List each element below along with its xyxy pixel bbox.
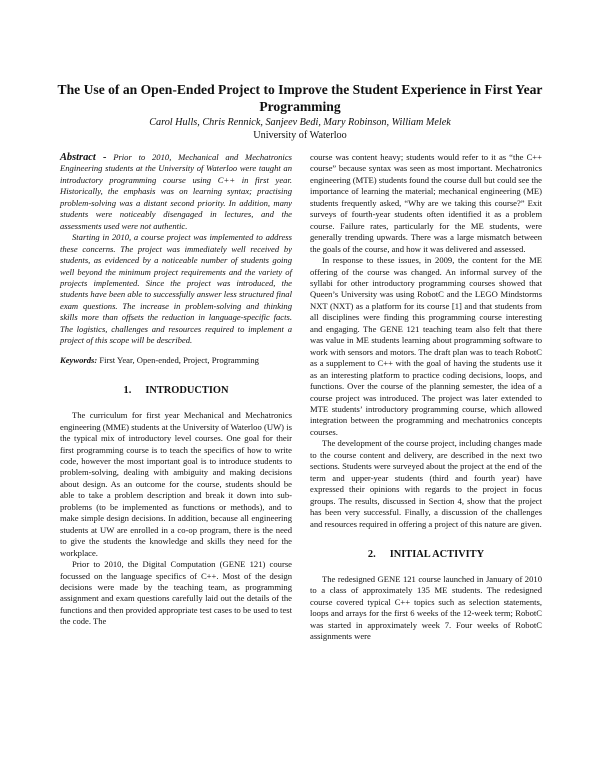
body-paragraph-3: The development of the course project, including changes made to the course content and delivery, are described in the next two sections. Students were surveyed about the project at the end of the term and upper-year students (third and fourth year) have expressed their opinions with regards to the project in focus groups. The results, discussed in Section 4, show that the project has been very successful. Finally, a discussion of the challenges and resources required in offering a project of this nature are given. bbox=[310, 438, 542, 529]
right-column bbox=[310, 152, 542, 643]
intro-paragraph-1: The curriculum for first year Mechanical and Mechatronics engineering (MME) students at the University of Waterloo (UW) is the typical mix of introductory level courses. One goal for their first programming course is to teach the specifics of how to write code, however the most important goal is to introduce students to problem-solving, dealing with ambiguity and making decisions about design. As an outcome for the course, students should be able to take a problem description and break it down into sub-problems (to be implemented as functions or methods), and to make simple design decisions. In addition, because all engineering students at UW are enrolled in a co-op program, there is the need to give the students the knowledge and skills they need for the workplace. bbox=[60, 410, 292, 558]
paper-title: The Use of an Open-Ended Project to Improve the Student Experience in First Year Programming bbox=[57, 82, 543, 114]
section-number: 2. bbox=[367, 548, 376, 560]
body-paragraph-1: course was content heavy; students would refer to it as “the C++ course” because syntax was seen as most important. Mechatronics engineering (MTE) students found the course dull but could see the importance of learning the material; mechanical engineering (ME) students frequently asked, “Why are we taking this course?” Exit surveys of fourth-year students often identified it as a problem course. Failure rates, particularly for the ME students, were generally trending upwards. There was a large mismatch between the goals of the course, and how it was delivered and assessed. bbox=[310, 152, 542, 254]
section-title: INITIAL ACTIVITY bbox=[389, 548, 485, 560]
paper-authors: Carol Hulls, Chris Rennick, Sanjeev Bedi, Mary Robinson, William Melek bbox=[149, 117, 451, 128]
keywords-label: Keywords: bbox=[60, 354, 98, 365]
left-column bbox=[60, 152, 292, 628]
abstract-paragraph-1 bbox=[60, 152, 292, 232]
section-heading-initial-activity bbox=[310, 549, 542, 561]
keywords bbox=[60, 355, 292, 366]
abstract-paragraph-2: Starting in 2010, a course project was implemented to address these concerns. The project was immediately well received by students, as evidenced by a noticeable number of students going well beyond the minimum project requirements and the variety of projects implemented. Since the project was introduced, the students have been able to successfully answer less structured final exam questions. The increase in problem-solving and thinking skills more than offsets the reduction in language-specific facts. The logistics, challenges and resources required to implement a project of this scope will be described. bbox=[60, 232, 292, 346]
abstract-text-1: Prior to 2010, Mechanical and Mechatronics Engineering students at the University of Waterloo were taught an introductory programming course using C++ in first year. Historically, the emphasis was on learning syntax; practising problem-solving was a distant second priority. In addition, many students were noticeably disengaged in lectures, and the assessments used were not authentic. bbox=[60, 152, 292, 231]
paper-affiliation: University of Waterloo bbox=[253, 130, 347, 141]
abstract-label: Abstract - bbox=[60, 152, 107, 163]
initial-paragraph-1: The redesigned GENE 121 course launched in January of 2010 to a class of approximately 135 ME students. The redesigned course covered typical C++ topics such as selection statements, loops and arrays for the first 6 weeks of the 12-week term; RobotC was started in approximately week 7. Four weeks of RobotC assignments were bbox=[310, 573, 542, 642]
keywords-text: First Year, Open-ended, Project, Programming bbox=[99, 354, 259, 365]
section-number: 1. bbox=[123, 385, 132, 397]
body-paragraph-2: In response to these issues, in 2009, the content for the ME offering of the course was changed. An informal survey of the syllabi for other introductory programming courses showed that Queen’s University was using RobotC and the LEGO Mindstorms NXT (NXT) as a platform for its course [1] and that students from all disciplines were finding this programming course interesting and engaging. The GENE 121 teaching team also felt that there was value in ME students learning about programming software to work with sensors and motors. The draft plan was to teach RobotC as a supplement to C++ with the goal of having the students use it as an interesting platform to practice coding decisions, loops, and functions. Over the course of the planning semester, the idea of a course project was introduced. The project was later extended to MTE students’ introductory programming course, which allowed integration between the programming and mechatronics concepts courses. bbox=[310, 255, 542, 437]
section-heading-introduction bbox=[60, 385, 292, 397]
section-title: INTRODUCTION bbox=[145, 385, 229, 397]
intro-paragraph-2: Prior to 2010, the Digital Computation (GENE 121) course focussed on the language specifics of C++. Most of the design decisions were made by the teaching team, as programming assignment and exam questions carefully laid out the details of the functions and then provided appropriate test cases to be used to test the code. The bbox=[60, 559, 292, 627]
